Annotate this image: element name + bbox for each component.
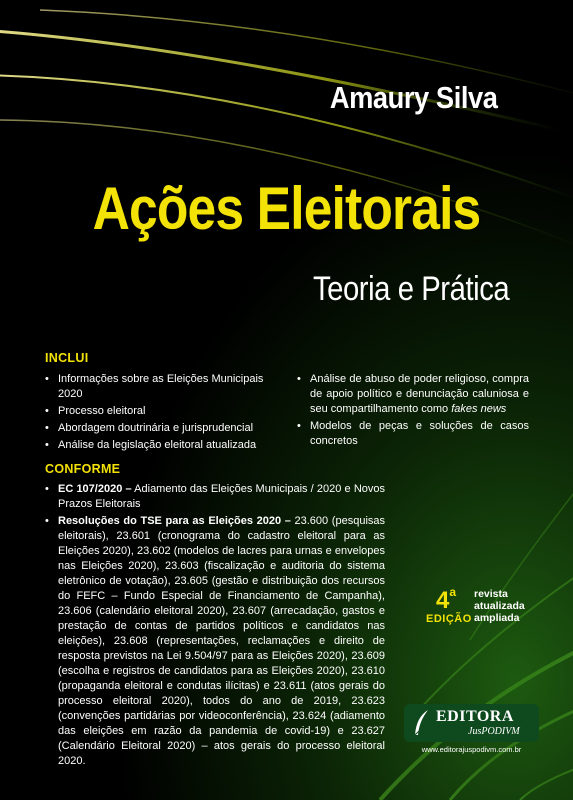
book-subtitle: Teoria e Prática — [312, 270, 509, 308]
inclui-list-left — [45, 372, 285, 455]
edition-notes — [474, 588, 525, 624]
edition-number-value: 4 — [436, 587, 450, 614]
list-item: • Informações sobre as Eleições Municipais 2020 — [45, 372, 285, 402]
publisher-logo — [404, 704, 539, 742]
edition-ordinal: a — [449, 585, 457, 599]
list-item-text: Análise de abuso de poder religioso, compra de apoio político e denunciação caluniosa e seu compartilhamento como — [310, 373, 529, 415]
edition-note: atualizada — [474, 600, 525, 612]
publisher-name: EDITORA — [436, 708, 514, 725]
conforme-heading: CONFORME — [45, 462, 121, 476]
edition-note: revista — [474, 588, 508, 600]
publisher-url: www.editorajuspodivm.com.br — [421, 745, 522, 754]
list-item: • Processo eleitoral — [45, 404, 285, 419]
edition-badge — [426, 585, 566, 635]
book-title: Ações Eleitorais — [92, 175, 481, 242]
list-item — [45, 514, 385, 769]
list-item-text: Adiamento das Eleições Municipais / 2020 e Novos Prazos Eleitorais — [58, 483, 385, 510]
list-item: • Modelos de peças e soluções de casos concretos — [297, 419, 529, 449]
edition-note: ampliada — [474, 612, 520, 624]
list-item-text: 23.600 (pesquisas eleitorais), 23.601 (cronograma do cadastro eleitoral para as Eleições 2020), 23.602 (modelos de lacres para urnas e envelopes nas Eleições 2020), 23.603 (fiscalização e auditoria do sistema eletrônico de votação), 23.605 (gestão e distribuição dos recursos do FEFC – Fundo Especial de Financiamento de Campanha), 23.606 (calendário eleitoral 2020), 23.607 (arrecadação, gastos e prestação de contas de partidos políticos e candidatos nas eleições), 23.608 (representações, reclamações e direito de resposta previstos na Lei 9.504/97 para as Eleições 2020), 23.609 (escolha e registros de candidatos para as Eleições 2020), 23.610 (propaganda eleitoral e condutas ilícitas) e 23.611 (atos gerais do processo eleitoral 2020), todos do ano de 2019, 23.623 (convenções partidárias por videoconferência), 23.624 (adiamento das eleições em razão da pandemia de covid-19) e 23.627 (Calendário Eleitoral 2020) – atos gerais do processo eleitoral 2020. — [58, 515, 386, 767]
conforme-list — [45, 482, 385, 771]
edition-word: EDIÇÃO — [426, 613, 472, 625]
streak-bottom-3 — [410, 560, 573, 720]
publisher-subname: JusPODIVM — [468, 726, 520, 737]
list-item — [297, 372, 529, 417]
inclui-heading: INCLUI — [45, 351, 89, 365]
list-item: • Abordagem doutrinária e jurisprudencial — [45, 421, 285, 436]
list-item: • Análise da legislação eleitoral atualizada — [45, 438, 285, 453]
list-item — [45, 482, 385, 512]
list-item-bold: EC 107/2020 – — [58, 483, 132, 495]
list-item-bold: Resoluções do TSE para as Eleições 2020 – — [58, 515, 291, 527]
edition-number — [436, 585, 456, 615]
list-item-italic: fakes news — [451, 403, 507, 415]
quill-icon — [412, 709, 432, 737]
streak-bottom-5 — [520, 760, 573, 800]
inclui-list-right — [297, 372, 529, 451]
author-name: Amaury Silva — [329, 80, 497, 115]
